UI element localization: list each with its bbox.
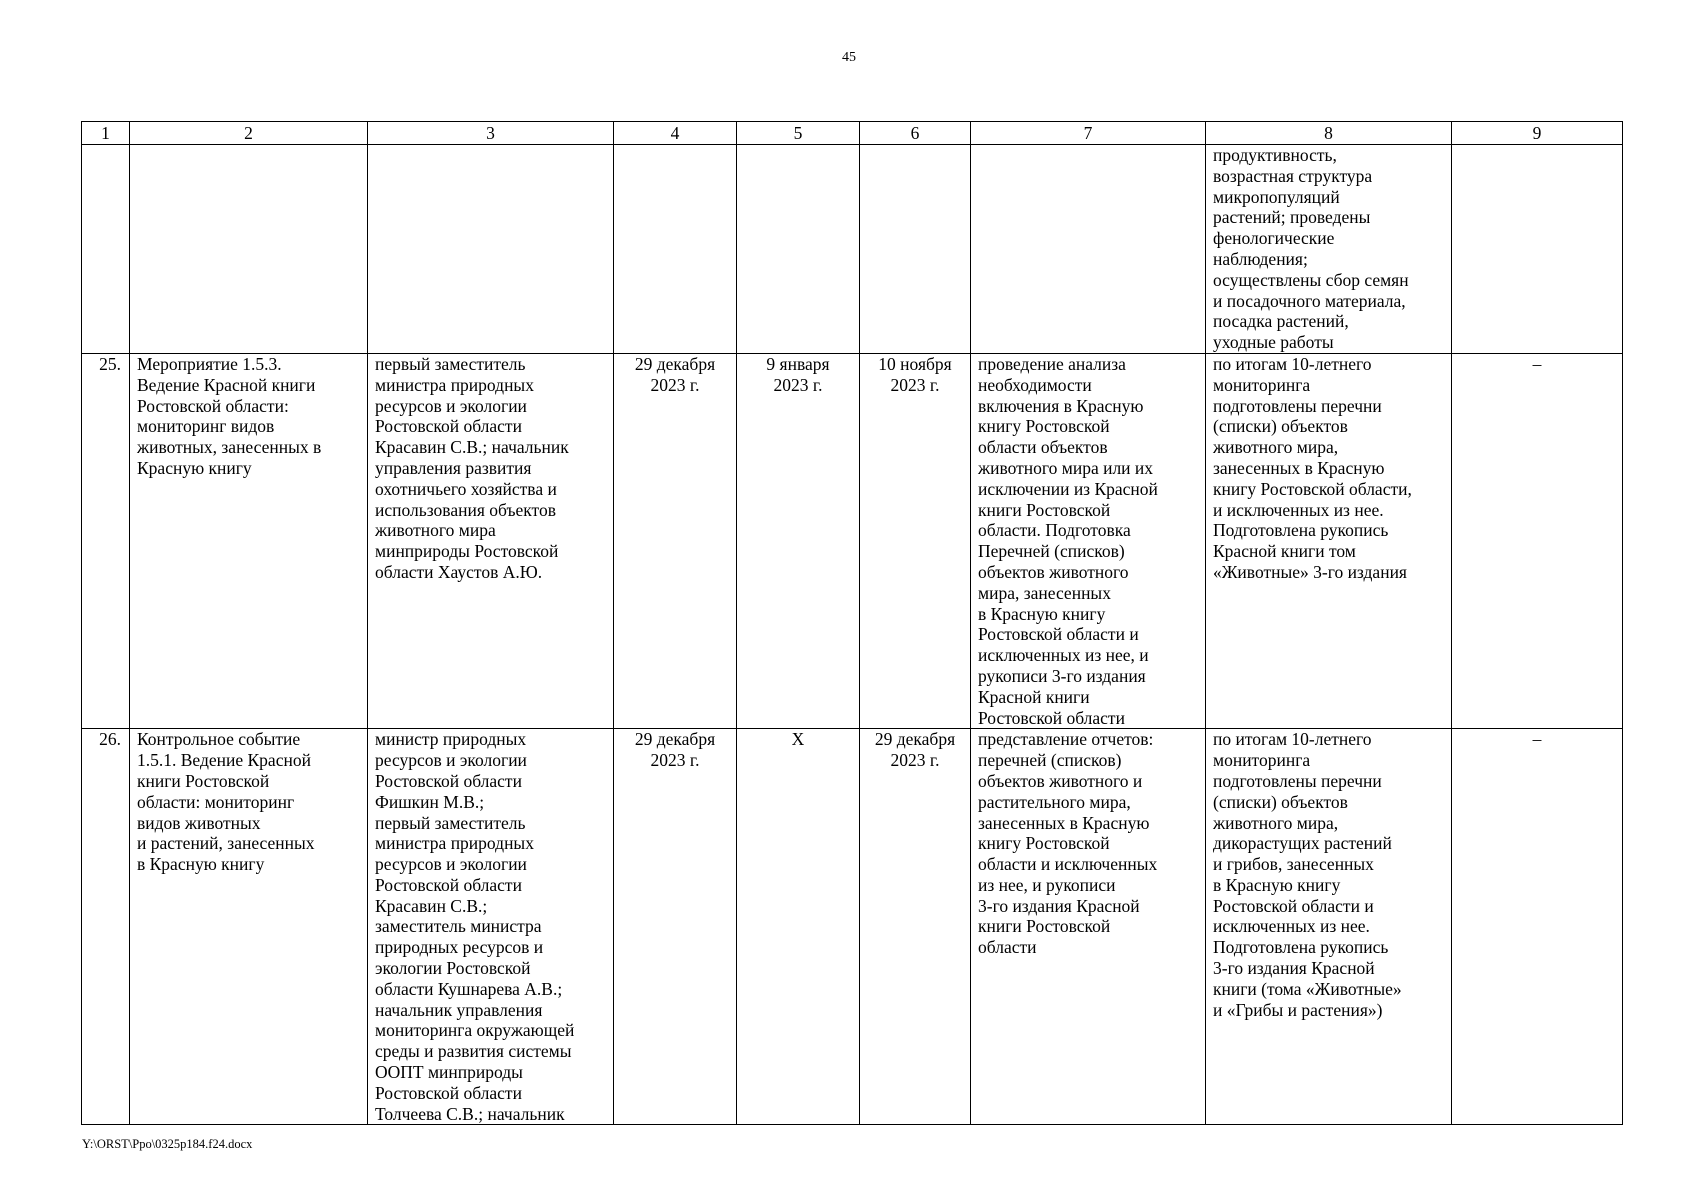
outcome-cell: продуктивность, возрастная структура микропопуляций растений; проведены фенологические наблюдения; осуществлены сбор семян и посадочного материала, посадка растений, уходные работы <box>1206 145 1452 354</box>
note-cell: – <box>1452 353 1623 728</box>
column-header: 7 <box>971 122 1206 145</box>
outcome-cell: по итогам 10-летнего мониторинга подготовлены перечни (списки) объектов животного мира, занесенных в Красную книгу Ростовской области, и исключенных из нее. Подготовлена рукопись Красной книги том «Животные» 3-го издания <box>1206 353 1452 728</box>
responsible-cell: министр природных ресурсов и экологии Ростовской области Фишкин М.В.; первый заместитель министра природных ресурсов и экологии Ростовской области Красавин С.В.; заместитель министра природных ресурсов и экологии Ростовской области Кушнарева А.В.; начальник управления мониторинга окружающей среды и развития системы ООПТ минприроды Ростовской области Толчеева С.В.; начальник <box>368 729 614 1125</box>
column-header: 1 <box>82 122 130 145</box>
column-header: 8 <box>1206 122 1452 145</box>
table-row-26 <box>82 729 1623 1125</box>
table-row-25 <box>82 353 1623 728</box>
column-header: 9 <box>1452 122 1623 145</box>
row-number <box>82 145 130 354</box>
start-date: Х <box>737 729 860 1125</box>
event-name <box>130 145 368 354</box>
end-date: 29 декабря 2023 г. <box>860 729 971 1125</box>
note-cell: – <box>1452 729 1623 1125</box>
page-number: 45 <box>842 50 856 65</box>
outcome-cell: по итогам 10-летнего мониторинга подготовлены перечни (списки) объектов животного мира, дикорастущих растений и грибов, занесенных в Красную книгу Ростовской области и исключенных из нее. Подготовлена рукопись 3-го издания Красной книги (тома «Животные» и «Грибы и растения») <box>1206 729 1452 1125</box>
responsible-cell <box>368 145 614 354</box>
table-header <box>82 122 1623 145</box>
column-header: 3 <box>368 122 614 145</box>
column-header: 5 <box>737 122 860 145</box>
result-cell: проведение анализа необходимости включения в Красную книгу Ростовской области объектов животного мира или их исключении из Красной книги Ростовской области. Подготовка Перечней (списков) объектов животного мира, занесенных в Красную книгу Ростовской области и исключенных из нее, и рукописи 3-го издания Красной книги Ростовской области <box>971 353 1206 728</box>
file-path-footer: Y:\ORST\Ppo\0325p184.f24.docx <box>82 1137 253 1151</box>
result-cell: представление отчетов: перечней (списков) объектов животного и растительного мира, занесенных в Красную книгу Ростовской области и исключенных из нее, и рукописи 3-го издания Красной книги Ростовской области <box>971 729 1206 1125</box>
end-date <box>860 145 971 354</box>
row-number: 25. <box>82 353 130 728</box>
start-date: 9 января 2023 г. <box>737 353 860 728</box>
column-header: 6 <box>860 122 971 145</box>
end-date: 10 ноября 2023 г. <box>860 353 971 728</box>
responsible-cell: первый заместитель министра природных ресурсов и экологии Ростовской области Красавин С.В.; начальник управления развития охотничьего хозяйства и использования объектов животного мира минприроды Ростовской области Хаустов А.Ю. <box>368 353 614 728</box>
row-number: 26. <box>82 729 130 1125</box>
planned-date <box>614 145 737 354</box>
note-cell <box>1452 145 1623 354</box>
result-cell <box>971 145 1206 354</box>
event-name: Контрольное событие 1.5.1. Ведение Красной книги Ростовской области: мониторинг видов животных и растений, занесенных в Красную книгу <box>130 729 368 1125</box>
events-table <box>81 121 1623 1125</box>
column-header: 4 <box>614 122 737 145</box>
planned-date: 29 декабря 2023 г. <box>614 729 737 1125</box>
start-date <box>737 145 860 354</box>
planned-date: 29 декабря 2023 г. <box>614 353 737 728</box>
table-row-continuation <box>82 145 1623 354</box>
event-name: Мероприятие 1.5.3. Ведение Красной книги Ростовской области: мониторинг видов животных, занесенных в Красную книгу <box>130 353 368 728</box>
column-header: 2 <box>130 122 368 145</box>
